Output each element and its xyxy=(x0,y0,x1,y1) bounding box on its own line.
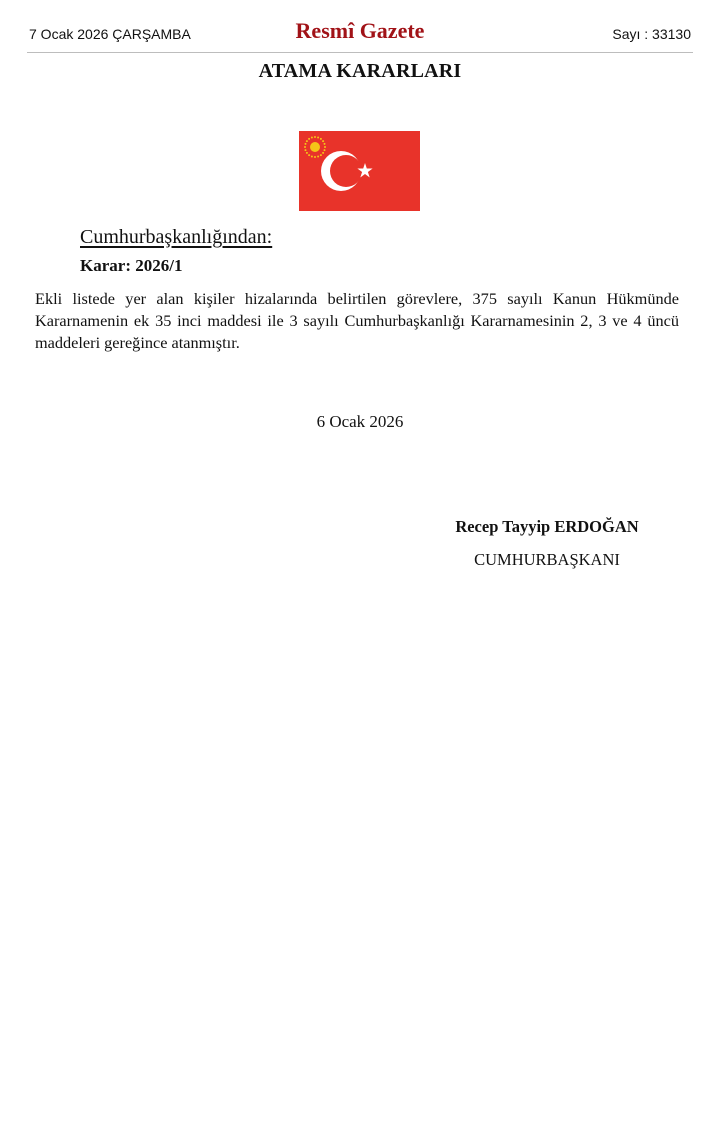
issue-number: Sayı : 33130 xyxy=(612,26,691,42)
decision-body: Ekli listede yer alan kişiler hizalarında belirtilen görevlere, 375 sayılı Kanun Hükmünde Kararnamenin ek 35 inci maddesi ile 3 sayılı Cumhurbaşkanlığı Kararnamesinin 2, 3 ve 4 üncü maddeleri gereğince atanmıştır. xyxy=(35,289,679,352)
gazette-header xyxy=(27,18,693,53)
signer-title: CUMHURBAŞKANI xyxy=(474,550,620,569)
issuer-heading: Cumhurbaşkanlığından: xyxy=(80,226,273,248)
decision-number: Karar: 2026/1 xyxy=(80,256,183,275)
header-date: 7 Ocak 2026 ÇARŞAMBA xyxy=(29,26,191,42)
decision-date: 6 Ocak 2026 xyxy=(316,412,404,431)
signer-name: Recep Tayyip ERDOĞAN xyxy=(455,517,639,536)
section-title: ATAMA KARARLARI xyxy=(258,60,462,82)
publication-title: Resmî Gazete xyxy=(295,18,425,43)
turkish-presidential-flag-icon xyxy=(299,131,420,211)
